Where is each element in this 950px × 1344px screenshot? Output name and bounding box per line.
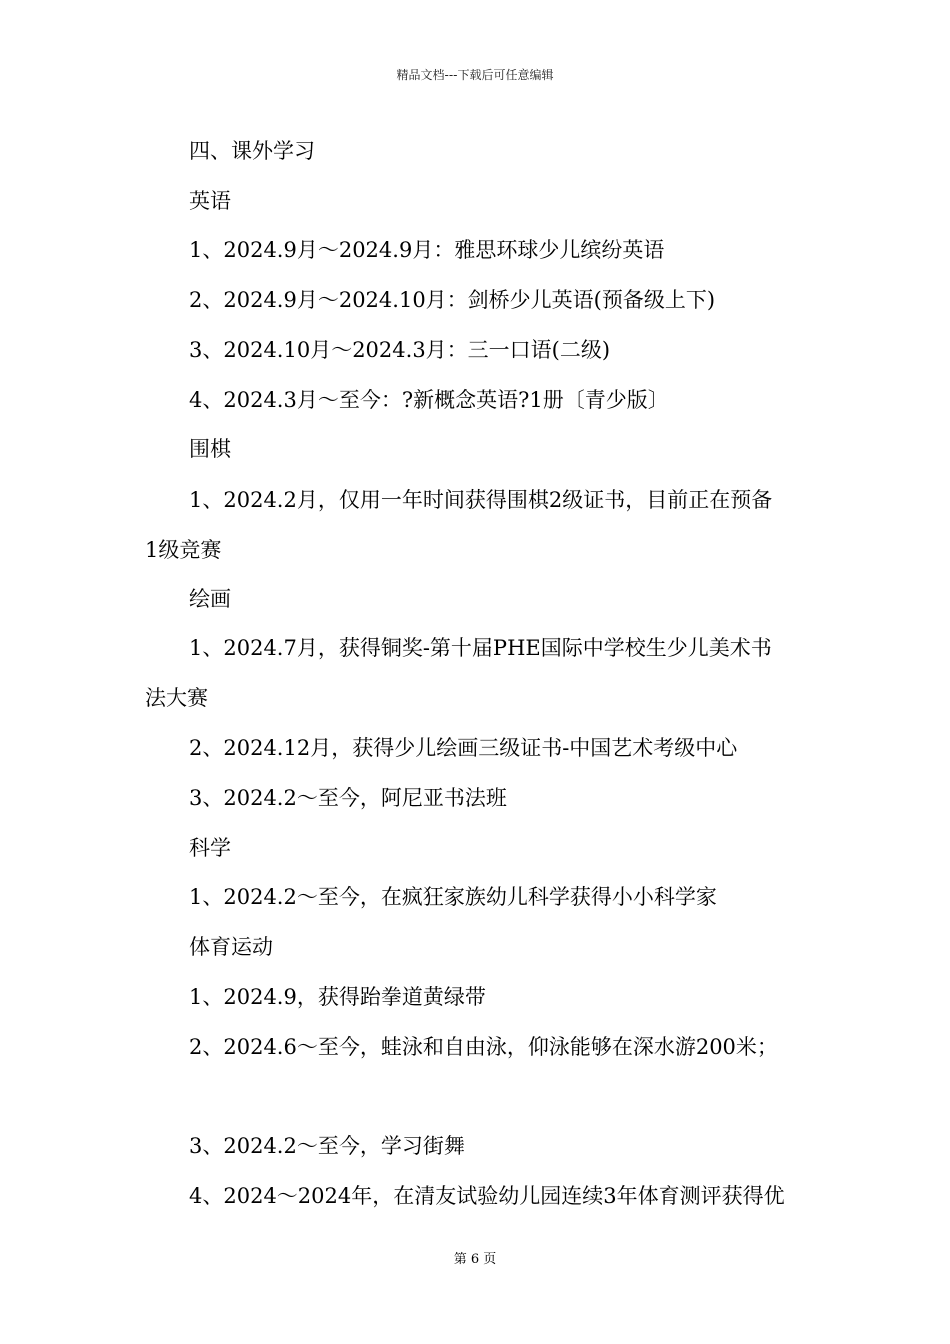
page-number: 第 6 页 bbox=[453, 1252, 497, 1267]
painting-item-3: 3、2024.2～至今，阿尼亚书法班 bbox=[189, 786, 507, 810]
sports-item-2: 2、2024.6～至今，蛙泳和自由泳，仰泳能够在深水游200米； bbox=[189, 1035, 778, 1059]
english-item-2: 2、2024.9月～2024.10月：剑桥少儿英语(预备级上下) bbox=[189, 288, 716, 312]
sports-item-3: 3、2024.2～至今，学习街舞 bbox=[189, 1134, 465, 1158]
heading-science: 科学 bbox=[189, 836, 231, 860]
weiqi-item-1-line-2: 1级竞赛 bbox=[145, 538, 222, 562]
science-item-1: 1、2024.2～至今，在疯狂家族幼儿科学获得小小科学家 bbox=[189, 885, 717, 909]
heading-english: 英语 bbox=[189, 189, 231, 213]
weiqi-item-1-line-1: 1、2024.2月，仅用一年时间获得围棋2级证书，目前正在预备 bbox=[189, 488, 773, 512]
sports-item-1: 1、2024.9，获得跆拳道黄绿带 bbox=[189, 985, 486, 1009]
painting-item-1-line-2: 法大赛 bbox=[145, 686, 208, 710]
sports-item-4: 4、2024～2024年，在清友试验幼儿园连续3年体育测评获得优 bbox=[189, 1184, 785, 1208]
painting-item-2: 2、2024.12月，获得少儿绘画三级证书-中国艺术考级中心 bbox=[189, 736, 738, 760]
page-header: 精品文档---下载后可任意编辑 bbox=[396, 68, 554, 82]
english-item-4: 4、2024.3月～至今：?新概念英语?1册〔青少版〕 bbox=[189, 388, 669, 412]
english-item-1: 1、2024.9月～2024.9月：雅思环球少儿缤纷英语 bbox=[189, 238, 665, 262]
heading-painting: 绘画 bbox=[189, 587, 231, 611]
heading-weiqi: 围棋 bbox=[189, 437, 231, 461]
section-title: 四、课外学习 bbox=[189, 139, 315, 163]
english-item-3: 3、2024.10月～2024.3月：三一口语(二级) bbox=[189, 338, 611, 362]
painting-item-1-line-1: 1、2024.7月，获得铜奖-第十届PHE国际中学校生少儿美术书 bbox=[189, 636, 772, 660]
heading-sports: 体育运动 bbox=[189, 935, 273, 959]
